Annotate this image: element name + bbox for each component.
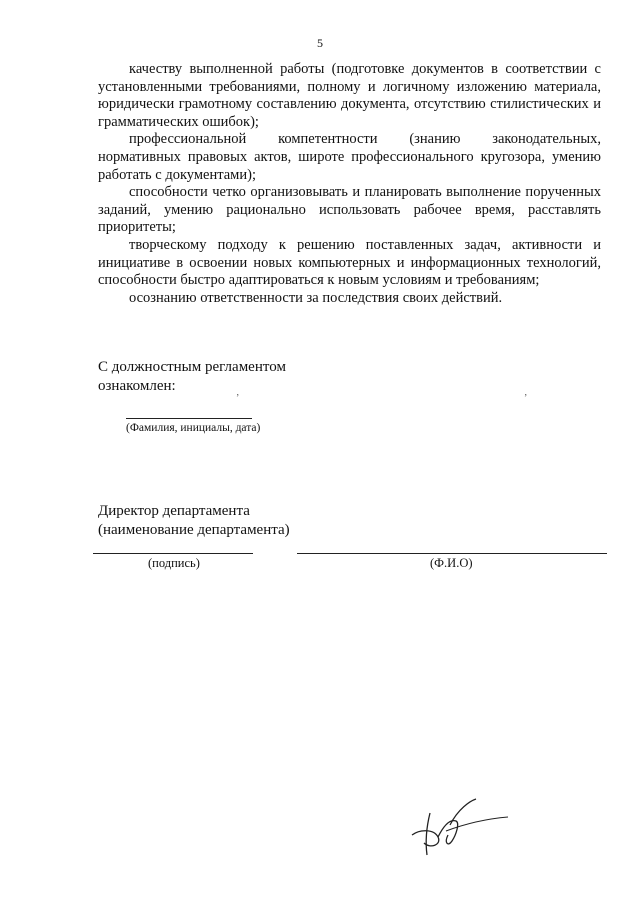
criterion-creativity: творческому подходу к решению поставленных задач, активности и инициативе в освоении новых компьютерных и информационных технологий, способности быстро адаптироваться к новым условиям и требованиям; xyxy=(98,236,601,289)
acknowledgment-block xyxy=(98,358,286,396)
director-title: Директор департамента xyxy=(98,503,250,519)
director-signature-line xyxy=(93,553,253,554)
acknowledgment-line-2: ознакомлен: xyxy=(98,378,176,394)
criterion-competence: профессиональной компетентности (знанию законодательных, нормативных правовых актов, широте профессионального кругозора, умению работать с документами); xyxy=(98,131,601,183)
page-number: 5 xyxy=(317,36,323,50)
signature-caption: (подпись) xyxy=(148,556,200,570)
handwritten-signature xyxy=(400,795,510,865)
acknowledgment-line-1: С должностным регламентом xyxy=(98,359,286,375)
criterion-responsibility: осознанию ответственности за последствия своих действий. xyxy=(129,289,503,306)
acknowledgment-signature-line xyxy=(126,418,252,419)
criterion-quality: качеству выполненной работы (подготовке документов в соответствии с установленными требованиями, полному и логичному изложению материала, юридически грамотному составлению документа, отсутствию стилистических и грамматических ошибок); xyxy=(98,61,601,130)
scan-mark: ʼ xyxy=(524,393,528,404)
director-name-line xyxy=(297,553,607,554)
department-name-placeholder: (наименование департамента) xyxy=(98,522,290,538)
scan-mark: ʼ xyxy=(236,393,240,404)
acknowledgment-caption: (Фамилия, инициалы, дата) xyxy=(126,422,261,434)
criteria-list xyxy=(98,61,601,307)
name-caption: (Ф.И.О) xyxy=(430,556,473,570)
director-block xyxy=(98,502,290,540)
criterion-organization: способности четко организовывать и планировать выполнение порученных заданий, умению рационально использовать рабочее время, расставлять приоритеты; xyxy=(98,184,601,236)
